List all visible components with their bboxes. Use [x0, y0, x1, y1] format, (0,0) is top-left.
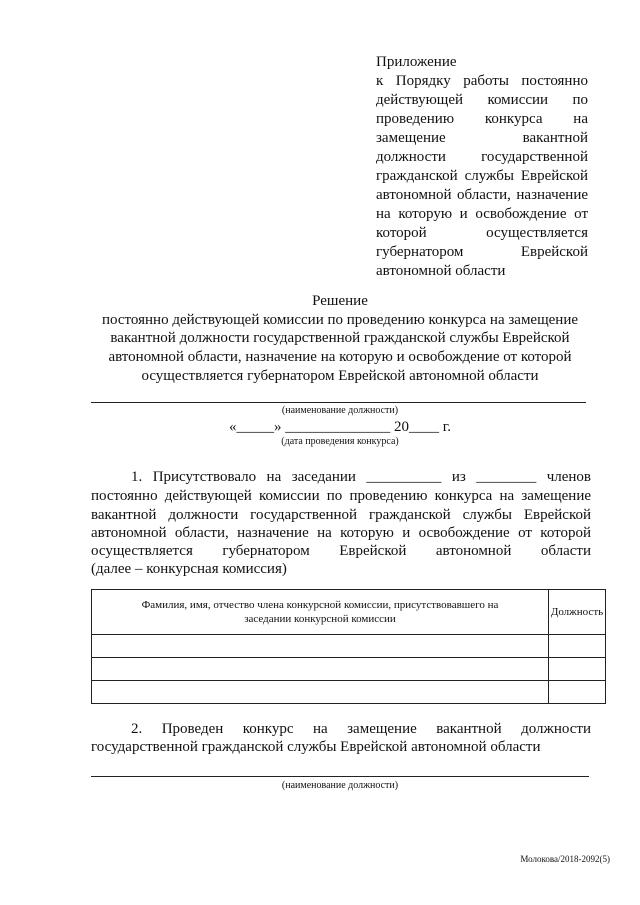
- item1-line: 1. Присутствовало на заседании __________ из ________ членов: [131, 469, 591, 485]
- table-cell: [92, 635, 549, 658]
- decision-line: осуществляется губернатором Еврейской автономной области: [141, 368, 539, 384]
- appendix-line: губернатором Еврейской: [376, 244, 588, 260]
- table-cell: [92, 681, 549, 704]
- date-caption: (дата проведения конкурса): [281, 436, 399, 447]
- decision-title: Решение: [312, 293, 368, 309]
- item2-line: 2. Проведен конкурс на замещение вакантной должности: [131, 721, 591, 737]
- table-cell: [549, 635, 606, 658]
- item2-line: государственной гражданской службы Еврейской автономной области: [91, 739, 541, 755]
- table-cell: [549, 681, 606, 704]
- appendix-line: автономной области: [376, 263, 506, 279]
- item1-line: вакантной должности государственной гражданской службы Еврейской: [91, 507, 591, 523]
- table-header-cell: Фамилия, имя, отчество члена конкурсной комиссии, присутствовавшего на заседании конкурсной комиссии: [92, 590, 549, 635]
- item1-line: (далее – конкурсная комиссия): [91, 561, 287, 577]
- document-code: Молокова/2018-2092(5): [520, 854, 610, 864]
- table-header-row: [92, 590, 606, 635]
- item1-line: осуществляется губернатором Еврейской автономной области: [91, 543, 591, 559]
- appendix-line: на которую и освобождение от: [376, 206, 588, 222]
- decision-line: вакантной должности государственной гражданской службы Еврейской: [110, 330, 570, 346]
- item1-line: автономной области, назначение на которую и освобождение от которой: [91, 525, 591, 541]
- appendix-line: автономной области, назначение: [376, 187, 588, 203]
- table-cell: [92, 658, 549, 681]
- date-line: «_____» ______________ 20____ г.: [229, 419, 451, 435]
- appendix-line: действующей комиссии по: [376, 92, 588, 108]
- appendix-line: проведению конкурса на: [376, 111, 588, 127]
- table-header-cell: Должность: [549, 590, 606, 635]
- position-caption-2: (наименование должности): [281, 780, 399, 791]
- position-underline: [91, 402, 586, 403]
- table-row: [92, 635, 606, 658]
- appendix-line: к Порядку работы постоянно: [376, 73, 588, 89]
- table-row: [92, 681, 606, 704]
- appendix-line: замещение вакантной: [376, 130, 588, 146]
- item1-line: постоянно действующей комиссии по проведению конкурса на замещение: [91, 488, 591, 504]
- position-caption: (наименование должности): [281, 405, 399, 416]
- appendix-line: должности государственной: [376, 149, 588, 165]
- decision-line: автономной области, назначение на которую и освобождение от которой: [108, 349, 572, 365]
- table-cell: [549, 658, 606, 681]
- appendix-line: гражданской службы Еврейской: [376, 168, 588, 184]
- appendix-title: Приложение: [376, 54, 457, 70]
- position-underline-2: [91, 776, 589, 777]
- decision-line: постоянно действующей комиссии по проведению конкурса на замещение: [101, 312, 579, 328]
- members-table: [91, 589, 606, 704]
- appendix-line: которой осуществляется: [376, 225, 588, 241]
- table-row: [92, 658, 606, 681]
